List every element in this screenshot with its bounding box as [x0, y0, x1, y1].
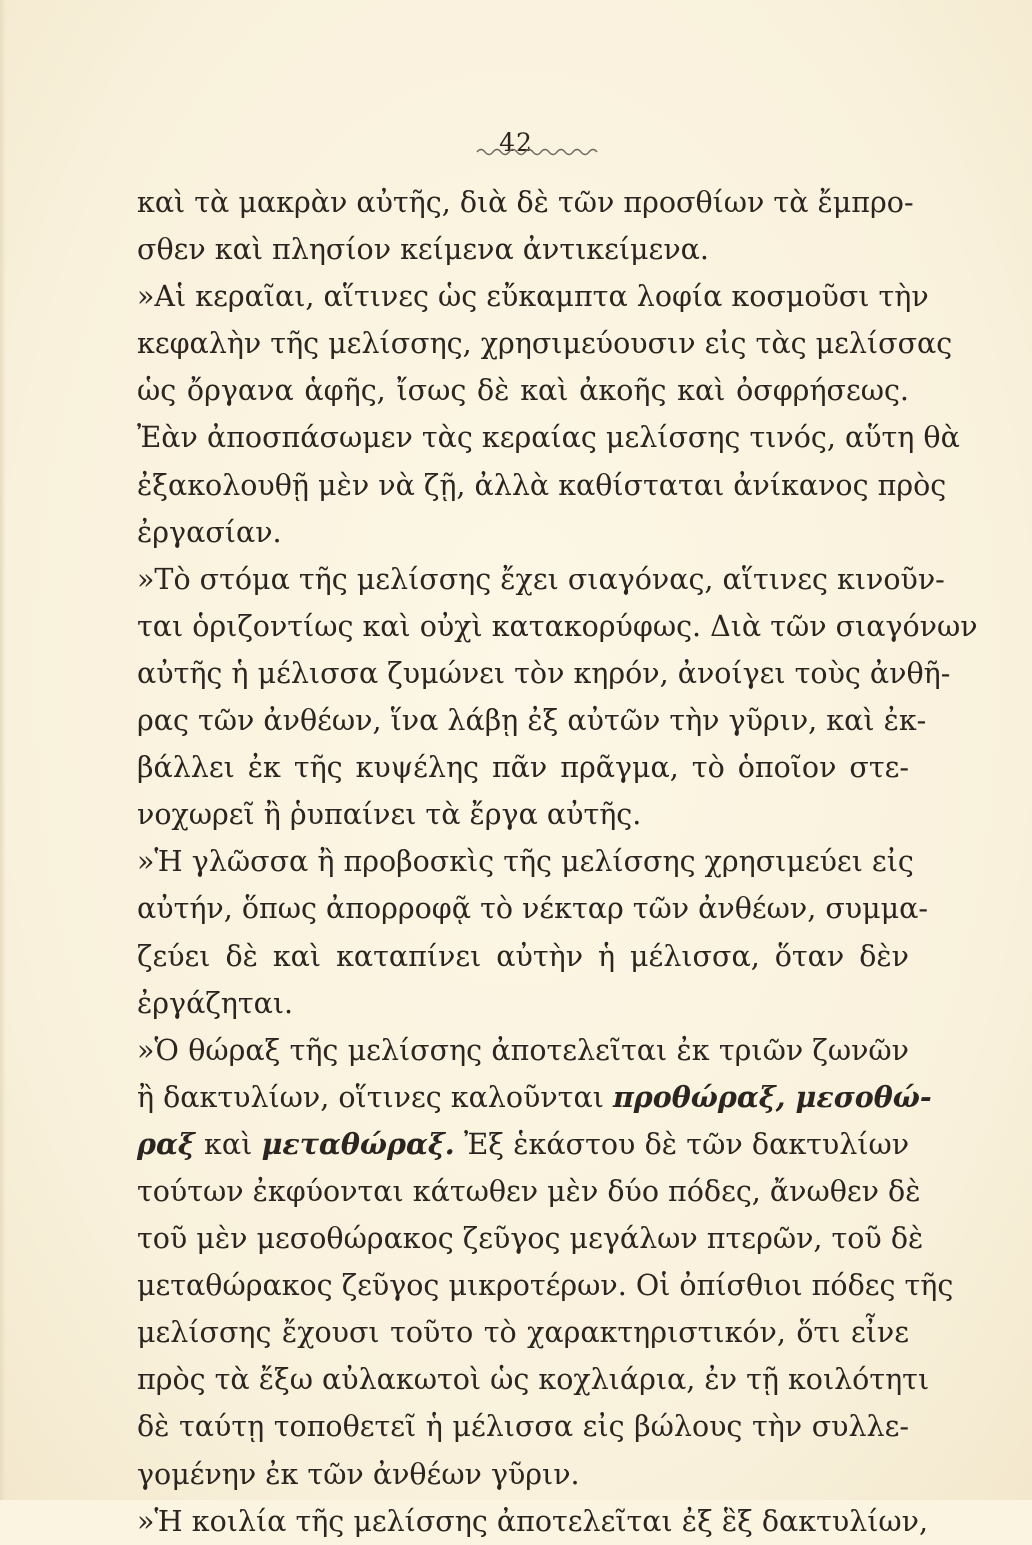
text-line: [137, 1168, 921, 1215]
line-text: κεφαλὴν τῆς μελίσσης, χρησιμεύουσιν εἰς τὰς μελίσσας: [137, 327, 953, 361]
text-line: [137, 697, 927, 744]
page-number: 42: [499, 128, 533, 157]
text-line: [137, 556, 945, 603]
text-line: [137, 462, 947, 509]
line-text: ἐργασίαν.: [137, 515, 282, 549]
text-line: [137, 933, 909, 980]
line-text: μελίσσης ἔχουσι τοῦτο τὸ χαρακτηριστικόν, ὅτι εἶνε: [137, 1316, 909, 1350]
line-text: αὐτῆς ἡ μέλισσα ζυμώνει τὸν κηρόν, ἀνοίγει τοὺς ἀνθῆ-: [137, 656, 951, 690]
text-line: [137, 1498, 929, 1545]
text-line: [137, 650, 951, 697]
line-text: ρας τῶν ἀνθέων, ἵνα λάβῃ ἐξ αὐτῶν τὴν γῦριν, καὶ ἐκ-: [137, 704, 927, 738]
line-text: γομένην ἐκ τῶν ἀνθέων γῦριν.: [137, 1457, 580, 1491]
line-text: Ἐὰν ἀποσπάσωμεν τὰς κεραίας μελίσσης τινός, αὕτη θὰ: [137, 421, 960, 455]
body-text: [137, 179, 978, 1545]
text-line: [137, 1403, 909, 1450]
text-line: [137, 603, 978, 650]
line-text: τούτων ἐκφύονται κάτωθεν μὲν δύο πόδες, ἄνωθεν δὲ: [137, 1174, 921, 1208]
line-text: »Ὁ θώραξ τῆς μελίσσης ἀποτελεῖται ἐκ τριῶν ζωνῶν: [137, 1033, 909, 1067]
line-text: αὐτήν, ὅπως ἀπορροφᾷ τὸ νέκταρ τῶν ἀνθέων, συμμα-: [137, 892, 929, 926]
text-line: [137, 885, 929, 932]
wavy-ornament-icon: [475, 146, 599, 158]
line-text: καὶ: [204, 1127, 253, 1161]
line-text: ζεύει δὲ καὶ καταπίνει αὐτὴν ἡ μέλισσα, ὅταν δὲν: [137, 939, 909, 973]
line-text: »Ἡ γλῶσσα ἢ προβοσκὶς τῆς μελίσσης χρησιμεύει εἰς: [137, 845, 914, 879]
text-line: [137, 744, 909, 791]
line-text: νοχωρεῖ ἢ ῥυπαίνει τὰ ἔργα αὐτῆς.: [137, 798, 642, 832]
text-line: [137, 1027, 909, 1074]
line-text: »Τὸ στόμα τῆς μελίσσης ἔχει σιαγόνας, αἵτινες κινοῦν-: [137, 562, 945, 596]
text-line: [137, 1121, 909, 1168]
line-text: ται ὁριζοντίως καὶ οὐχὶ κατακορύφως. Διὰ τῶν σιαγόνων: [137, 609, 978, 643]
line-text: καὶ τὰ μακρὰν αὐτῆς, διὰ δὲ τῶν προσθίων τὰ ἔμπρο-: [137, 186, 914, 219]
emphasized-term: προθώραξ, μεσοθώ-: [612, 1079, 932, 1114]
page-edge-shadow: [0, 0, 6, 1500]
line-text: μεταθώρακος ζεῦγος μικροτέρων. Οἱ ὀπίσθιοι πόδες τῆς: [137, 1269, 954, 1303]
text-line: [137, 226, 909, 273]
text-line: [137, 791, 909, 838]
line-text: δὲ ταύτῃ τοποθετεῖ ἡ μέλισσα εἰς βώλους τὴν συλλε-: [137, 1410, 909, 1444]
line-text: σθεν καὶ πλησίον κείμενα ἀντικείμενα.: [137, 233, 709, 267]
emphasized-term: μεταθώραξ.: [261, 1126, 455, 1161]
text-line: [137, 980, 909, 1027]
text-line: [137, 1309, 909, 1356]
line-text: »Ἡ κοιλία τῆς μελίσσης ἀποτελεῖται ἐξ ἓξ δακτυλίων,: [137, 1504, 929, 1538]
text-line: [137, 414, 960, 461]
line-text: ἐξακολουθῇ μὲν νὰ ζῇ, ἀλλὰ καθίσταται ἀνίκανος πρὸς: [137, 468, 947, 502]
line-text: τοῦ μὲν μεσοθώρακος ζεῦγος μεγάλων πτερῶν, τοῦ δὲ: [137, 1222, 924, 1256]
text-line: [137, 179, 914, 226]
text-line: [137, 1262, 954, 1309]
line-text: ὡς ὄργανα ἁφῆς, ἴσως δὲ καὶ ἀκοῆς καὶ ὀσφρήσεως.: [137, 374, 909, 408]
line-text: βάλλει ἐκ τῆς κυψέλης πᾶν πρᾶγμα, τὸ ὁποῖον στε-: [137, 751, 909, 785]
text-line: [137, 1451, 909, 1498]
line-text: ἐργάζηται.: [137, 986, 294, 1020]
text-line: [137, 320, 953, 367]
text-line: [137, 509, 909, 556]
line-text: »Αἱ κεραῖαι, αἵτινες ὡς εὔκαμπτα λοφία κοσμοῦσι τὴν: [137, 280, 929, 314]
text-line: [137, 1356, 930, 1403]
line-text: ἢ δακτυλίων, οἵτινες καλοῦνται: [137, 1080, 604, 1114]
text-line: [137, 1215, 924, 1262]
text-line: [137, 1074, 932, 1121]
line-text: πρὸς τὰ ἔξω αὐλακωτοὶ ὡς κοχλιάρια, ἐν τῇ κοιλότητι: [137, 1363, 930, 1397]
text-line: [137, 367, 909, 414]
text-line: [137, 273, 929, 320]
line-text: Ἐξ ἑκάστου δὲ τῶν δακτυλίων: [463, 1127, 910, 1161]
emphasized-term: ραξ: [137, 1126, 195, 1161]
text-line: [137, 838, 914, 885]
